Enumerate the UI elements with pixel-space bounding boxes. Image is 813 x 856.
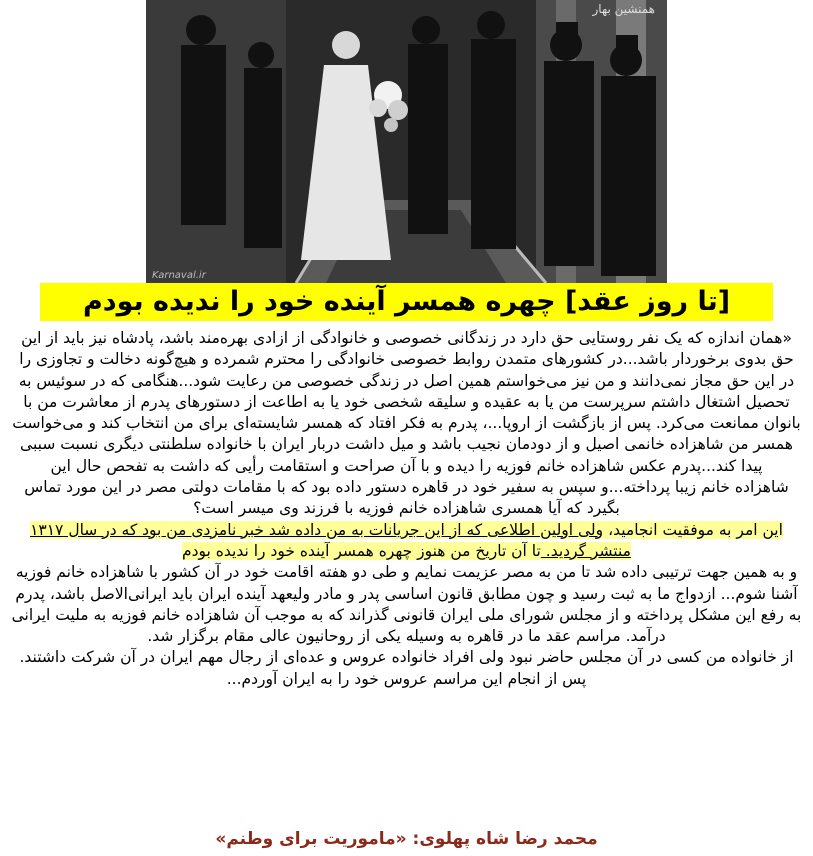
paragraph-2: شاهزاده خانم زیبا پرداخته...و سپس به سفیر خود در قاهره دستور داده بود که با مقامات دولتی مصر در این مورد تماس بگیرد که آیا همسری شاهزاده خانم فوزیه با فرزند وی میسر است؟ (24, 478, 789, 518)
paragraph-4: از خانواده من کسی در آن مجلس حاضر نبود ولی افراد خانواده عروس و عده‌ای از رجال مهم ایران در آن شرکت داشتند. پس از انجام این مراسم عروس خود را به ایران آوردم... (19, 648, 794, 688)
article-body (10, 328, 803, 690)
headline: [تا روز عقد] چهره همسر آینده خود را ندیده بودم (40, 283, 773, 321)
highlighted-paragraph (10, 520, 803, 563)
paragraph-3: و به همین جهت ترتیبی داده شد تا من به مصر عزیمت نمایم و طی دو هفته اقامت خود در آن کشور با شاهزاده خانم فوزیه آشنا شوم... ازدواج ما به ثبت رسید و چون مطابق قانون اساسی پدر و مادر ولیعهد آینده ایران باید ایرانی‌الاصل باشد، پدرم به رفع این مشکل پرداخته و از مجلس شورای ملی ایران قانونی گذراند که به موجب آن شاهزاده خانم فوزیه به ملیت ایرانی درآمد. مراسم عقد ما در قاهره به وسیله یکی از روحانیون عالی مقام برگزار شد. (11, 563, 802, 646)
highlight-text-c: تا آن تاریخ من هنوز چهره همسر آینده خود را ندیده بودم (182, 541, 541, 560)
paragraph-1: «همان اندازه که یک نفر روستایی حق دارد در زندگانی خصوصی و خانوادگی از ازادی بهره‌مند باشد، پادشاه نیز باید از این حق بدوی برخوردار باشد...در کشورهای متمدن روابط خصوصی خانوادگی را محترم شمرده و هیچ‌گونه دخالت و تجاوزی را در این حق مجاز نمی‌دانند و من نیز می‌خواستم همین اصل در زندگی خصوصی من رعایت شود...هنگامی که در سوئیس به تحصیل اشتغال داشتم سرپرست من یا به عقیده و سلیقه شخصی خود یا به اطاعت از دستورهای پدرم از معاشرت من با بانوان ممانعت می‌کرد. پس از بازگشت از اروپا...، پدرم به فکر افتاد که همسر شایسته‌ای برای من انتخاب کند و می‌خواست همسر من شاهزاده خانمی اصیل و از دودمان نجیب باشد و میل داشت دربار ایران با خانواده سلطنتی دیگری نسبت سببی پیدا کند...پدرم عکس شاهزاده خانم فوزیه را دیده و با آن صراحت و استقامت رأیی که داشت به تفحص حال این (12, 329, 801, 475)
highlight-text-underlined: ولی اولین اطلاعی که از این جریانات به من داده شد خبر نامزدی من بود که در سال ۱۳۱۷ منتشر گردید. (30, 520, 631, 560)
highlight-text-a: این امر به موفقیت انجامید، (603, 520, 783, 539)
wedding-photo-illustration (146, 0, 667, 283)
wedding-photo (146, 0, 667, 283)
photo-credit: Karnaval.ir (152, 270, 206, 281)
photo-watermark: همنشین بهار (592, 2, 655, 16)
signature: محمد رضا شاه پهلوی: «ماموریت برای وطنم» (215, 829, 598, 849)
